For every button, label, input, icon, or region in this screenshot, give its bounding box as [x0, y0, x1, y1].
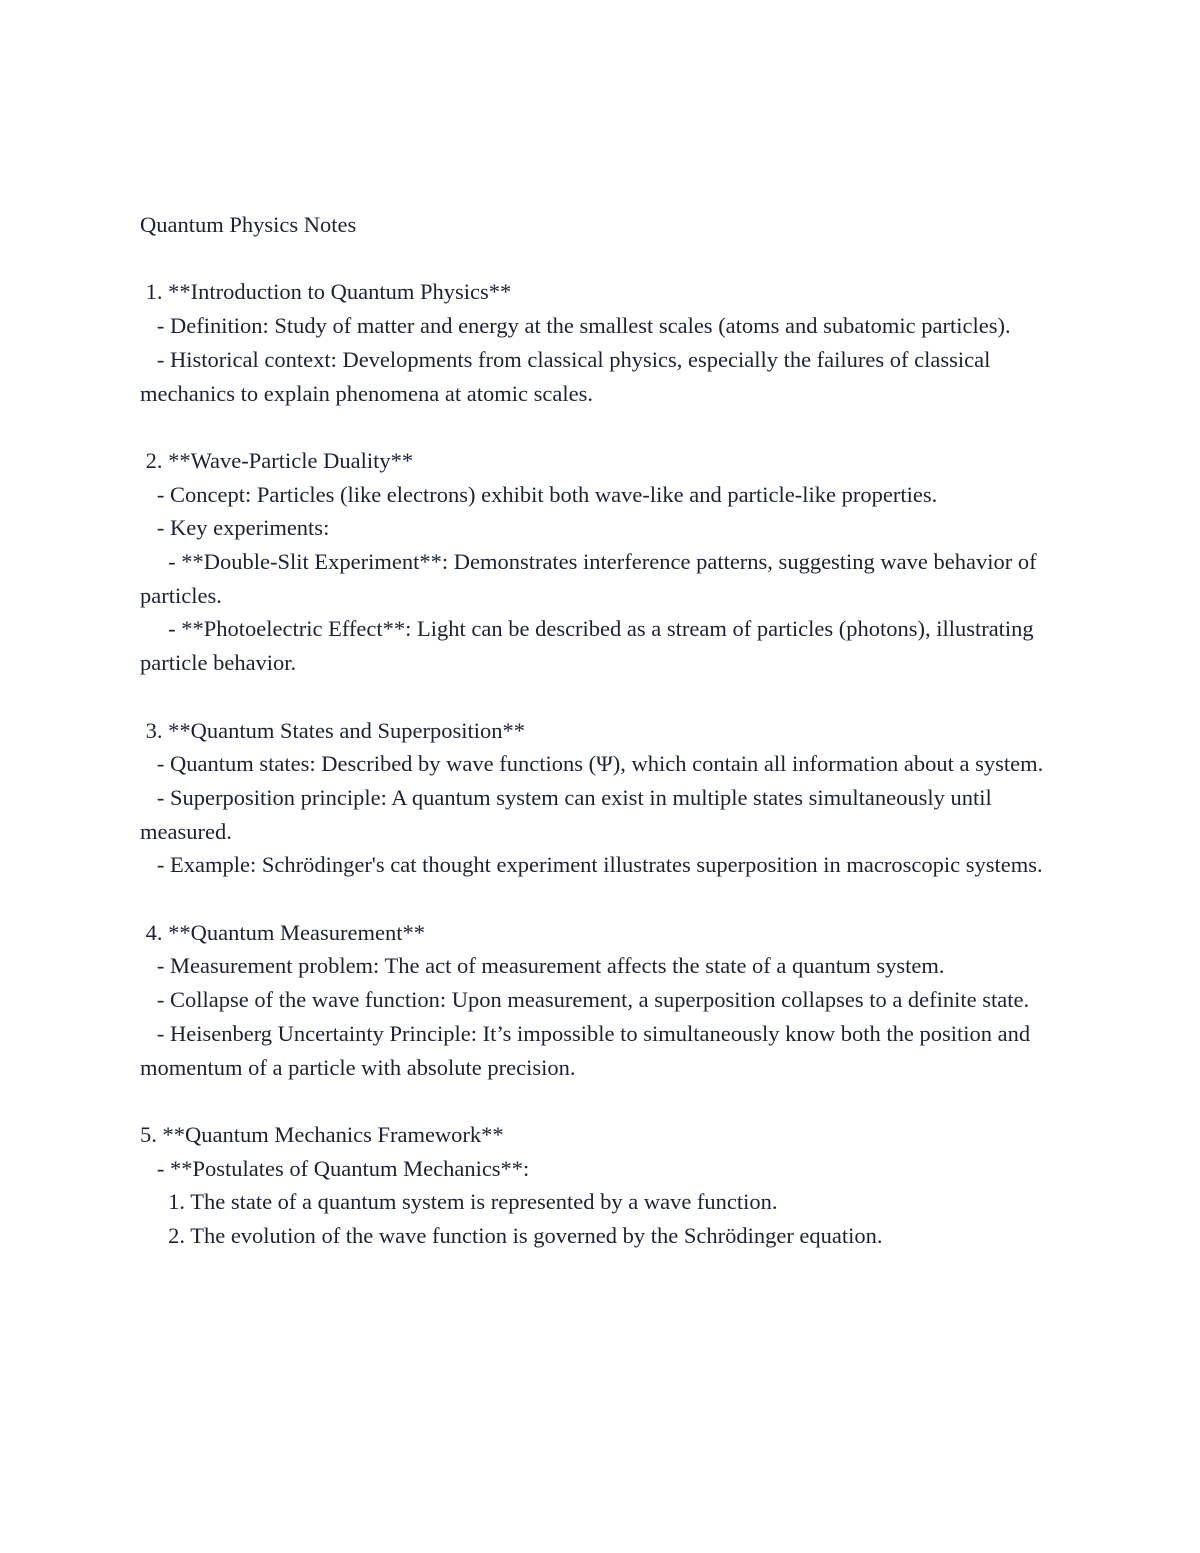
bullet-line: - Measurement problem: The act of measurement affects the state of a quantum system. — [140, 953, 945, 979]
bullet-line: - Concept: Particles (like electrons) exhibit both wave-like and particle-like properties. — [140, 481, 938, 507]
blank-line — [140, 410, 1080, 444]
document-body — [140, 208, 1080, 1253]
numbered-item: 2. The evolution of the wave function is governed by the Schrödinger equation. — [140, 1223, 883, 1249]
blank-line — [140, 242, 1080, 276]
bullet-line: - **Postulates of Quantum Mechanics**: — [140, 1155, 530, 1181]
blank-line — [140, 1084, 1080, 1118]
section-heading: 2. **Wave-Particle Duality** — [140, 447, 414, 473]
bullet-line: - Superposition principle: A quantum system can exist in multiple states simultaneously until measured. — [140, 784, 998, 844]
bullet-line: - Heisenberg Uncertainty Principle: It’s impossible to simultaneously know both the position and momentum of a particle with absolute precision. — [140, 1020, 1036, 1080]
bullet-line: - Example: Schrödinger's cat thought experiment illustrates superposition in macroscopic systems. — [140, 852, 1043, 878]
section-heading: 4. **Quantum Measurement** — [140, 919, 425, 945]
bullet-line: - Definition: Study of matter and energy at the smallest scales (atoms and subatomic particles). — [140, 313, 1011, 339]
bullet-line: - Historical context: Developments from classical physics, especially the failures of classical mechanics to explain phenomena at atomic scales. — [140, 346, 996, 406]
numbered-item: 1. The state of a quantum system is represented by a wave function. — [140, 1189, 778, 1215]
bullet-line: - Collapse of the wave function: Upon measurement, a superposition collapses to a definite state. — [140, 987, 1030, 1013]
blank-line — [140, 680, 1080, 714]
document-title: Quantum Physics Notes — [140, 212, 357, 237]
section-heading: 5. **Quantum Mechanics Framework** — [140, 1121, 504, 1147]
bullet-line: - Key experiments: — [140, 515, 330, 541]
section-heading: 3. **Quantum States and Superposition** — [140, 717, 525, 743]
sub-bullet-line: - **Photoelectric Effect**: Light can be described as a stream of particles (photons), illustrating particle behavior. — [140, 616, 1040, 676]
blank-line — [140, 882, 1080, 916]
section-heading: 1. **Introduction to Quantum Physics** — [140, 279, 512, 305]
sub-bullet-line: - **Double-Slit Experiment**: Demonstrates interference patterns, suggesting wave behavior of particles. — [140, 549, 1043, 608]
bullet-line: - Quantum states: Described by wave functions (Ψ), which contain all information about a system. — [140, 751, 1044, 777]
